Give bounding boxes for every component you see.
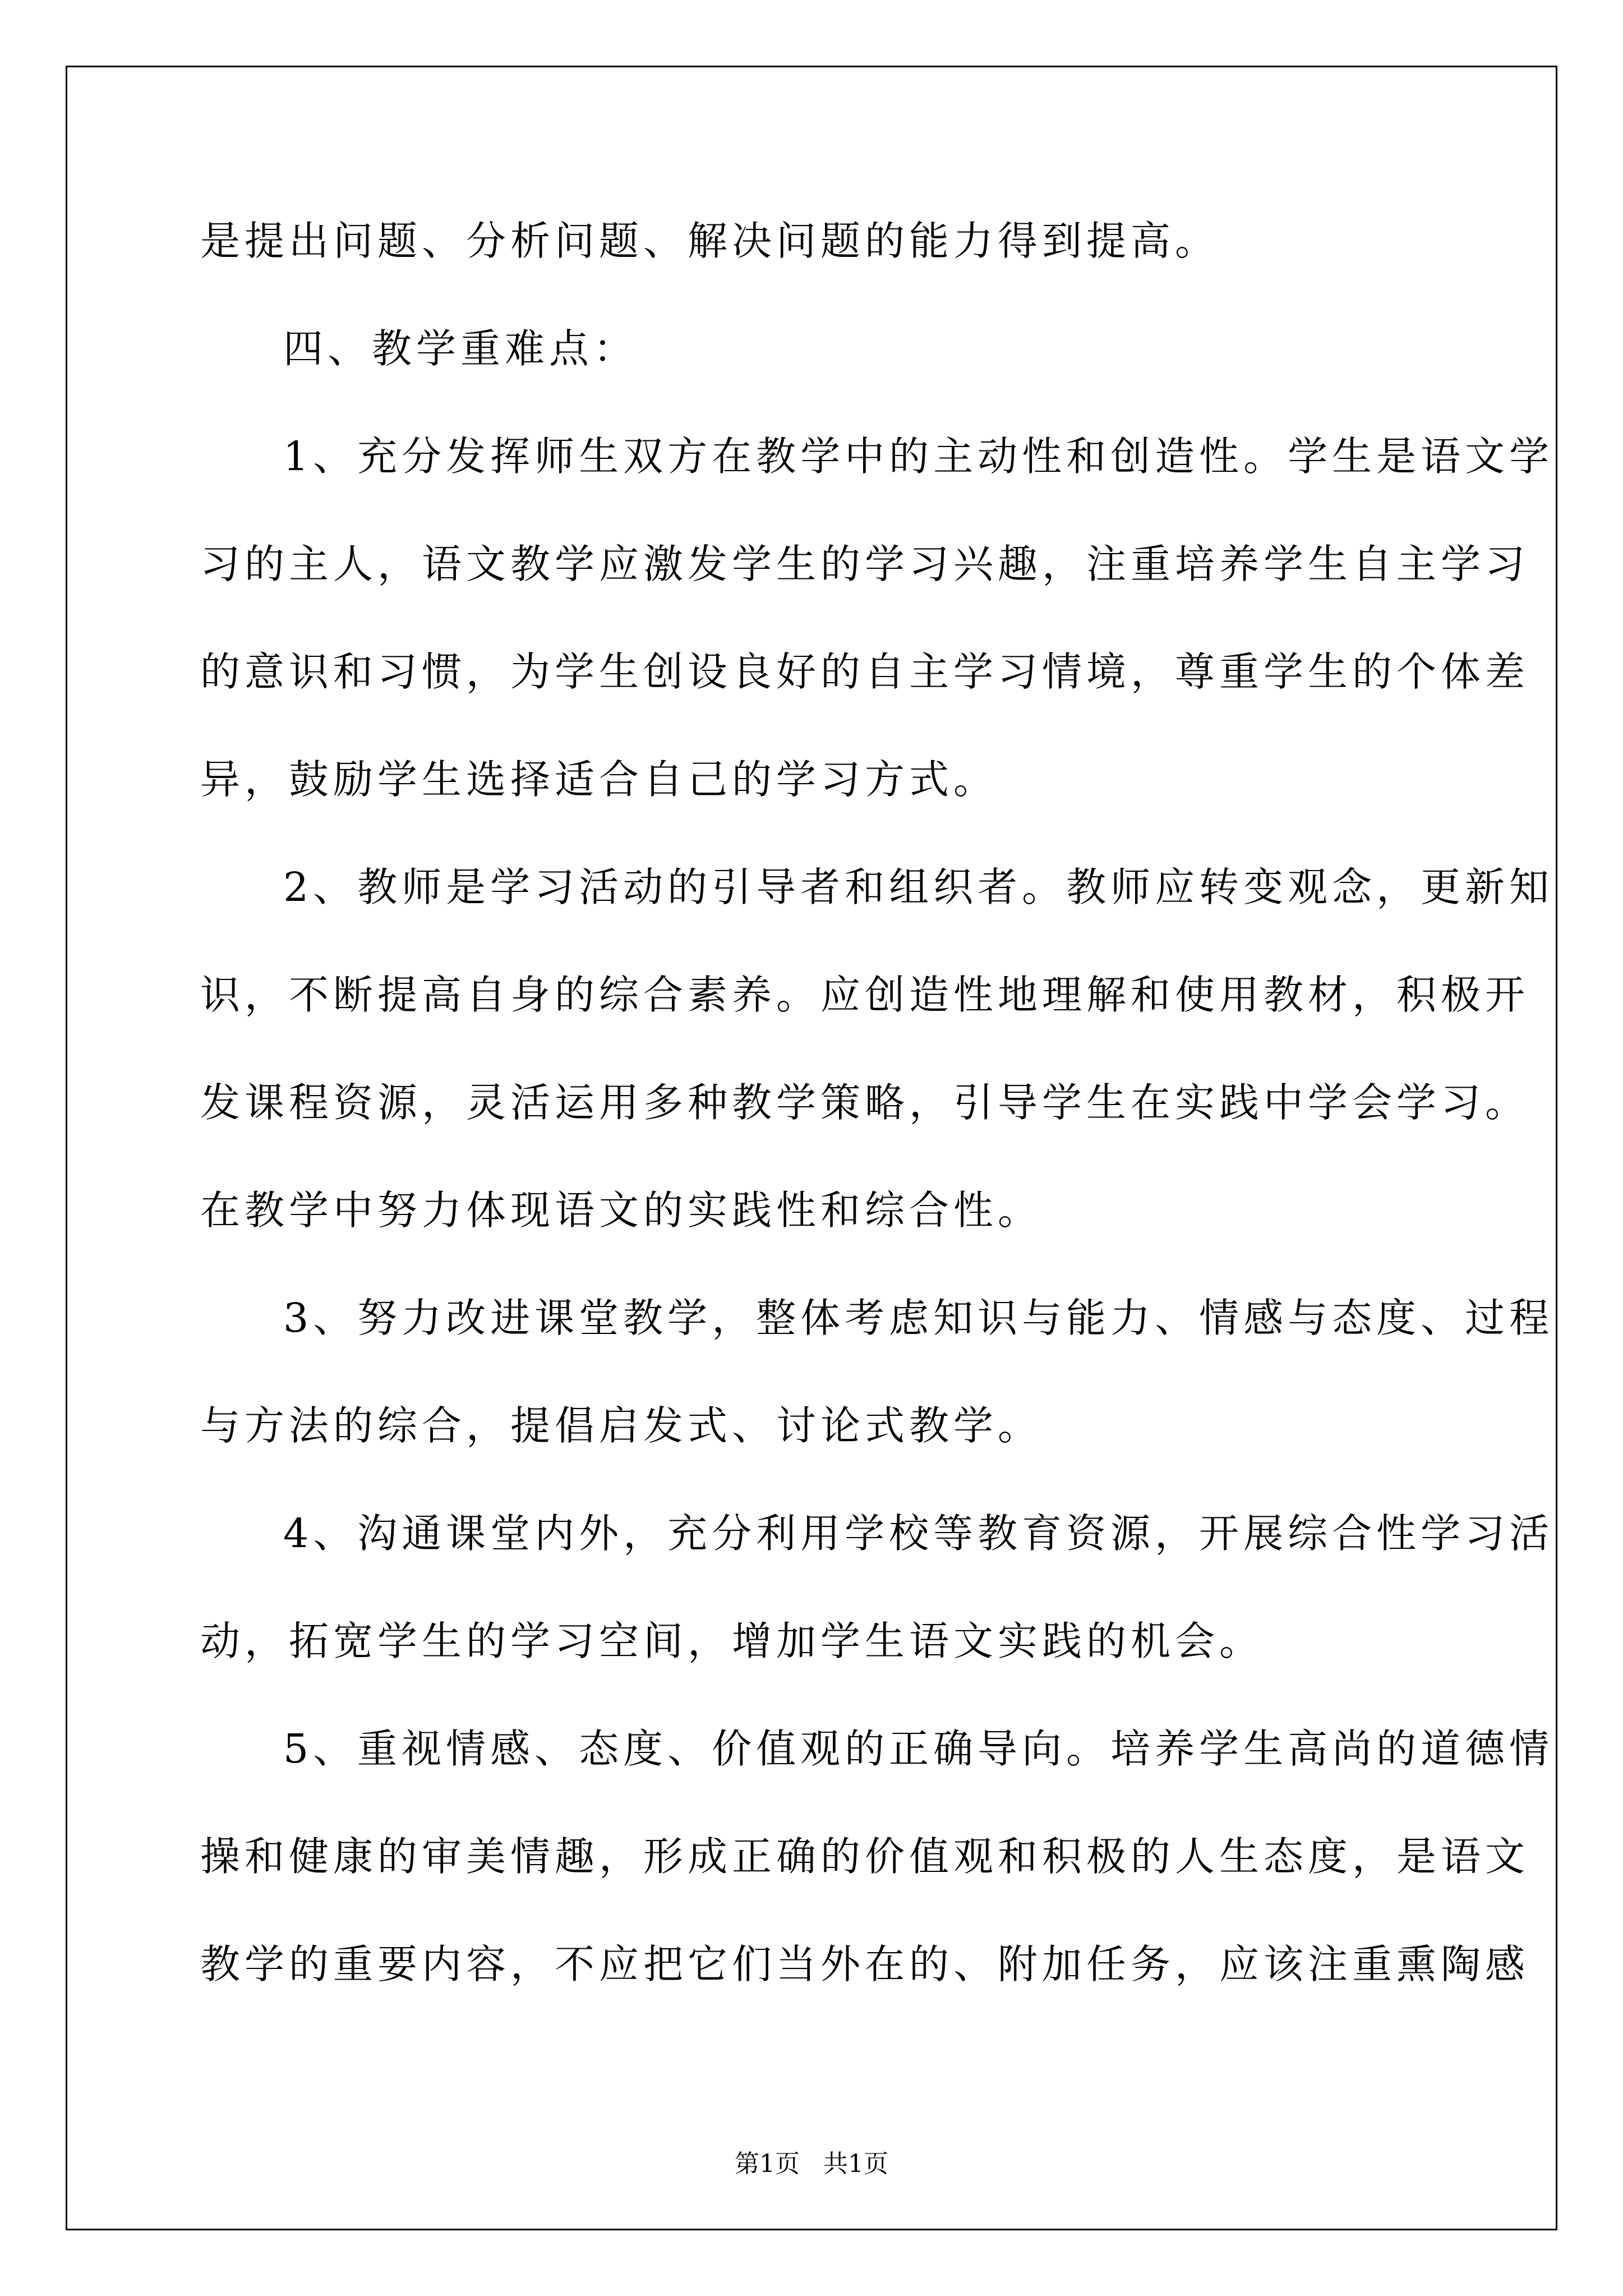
text-line-9: 发课程资源，灵活运用多种教学策略，引导学生在实践中学会学习。: [200, 1079, 1530, 1126]
text-line-4: 习的主人，语文教学应激发学生的学习兴趣，注重培养学生自主学习: [200, 541, 1530, 587]
section-heading: 四、教学重难点：: [283, 325, 638, 372]
page-border: [66, 66, 1557, 2230]
text-line-10: 在教学中努力体现语文的实践性和综合性。: [200, 1187, 1043, 1234]
text-line-14: 动，拓宽学生的学习空间，增加学生语文实践的机会。: [200, 1618, 1264, 1664]
text-line-7: 2、教师是学习活动的引导者和组织者。教师应转变观念，更新知: [283, 864, 1554, 910]
text-line-5: 的意识和习惯，为学生创设良好的自主学习情境，尊重学生的个体差: [200, 648, 1530, 695]
text-line-11: 3、努力改进课堂教学，整体考虑知识与能力、情感与态度、过程: [283, 1295, 1554, 1341]
text-line-13: 4、沟通课堂内外，充分利用学校等教育资源，开展综合性学习活: [283, 1510, 1554, 1557]
text-line-8: 识，不断提高自身的综合素养。应创造性地理解和使用教材，积极开: [200, 972, 1530, 1018]
text-line-6: 异，鼓励学生选择适合自己的学习方式。: [200, 756, 998, 803]
text-line-17: 教学的重要内容，不应把它们当外在的、附加任务，应该注重熏陶感: [200, 1941, 1530, 1987]
text-line-12: 与方法的综合，提倡启发式、讨论式教学。: [200, 1402, 1043, 1449]
text-line-3: 1、充分发挥师生双方在教学中的主动性和创造性。学生是语文学: [283, 433, 1554, 480]
page-footer: 第1页 共1页: [735, 2150, 888, 2178]
text-line-1: 是提出问题、分析问题、解决问题的能力得到提高。: [200, 218, 1220, 264]
text-line-15: 5、重视情感、态度、价值观的正确导向。培养学生高尚的道德情: [283, 1726, 1554, 1772]
text-line-16: 操和健康的审美情趣，形成正确的价值观和积极的人生态度，是语文: [200, 1833, 1530, 1880]
